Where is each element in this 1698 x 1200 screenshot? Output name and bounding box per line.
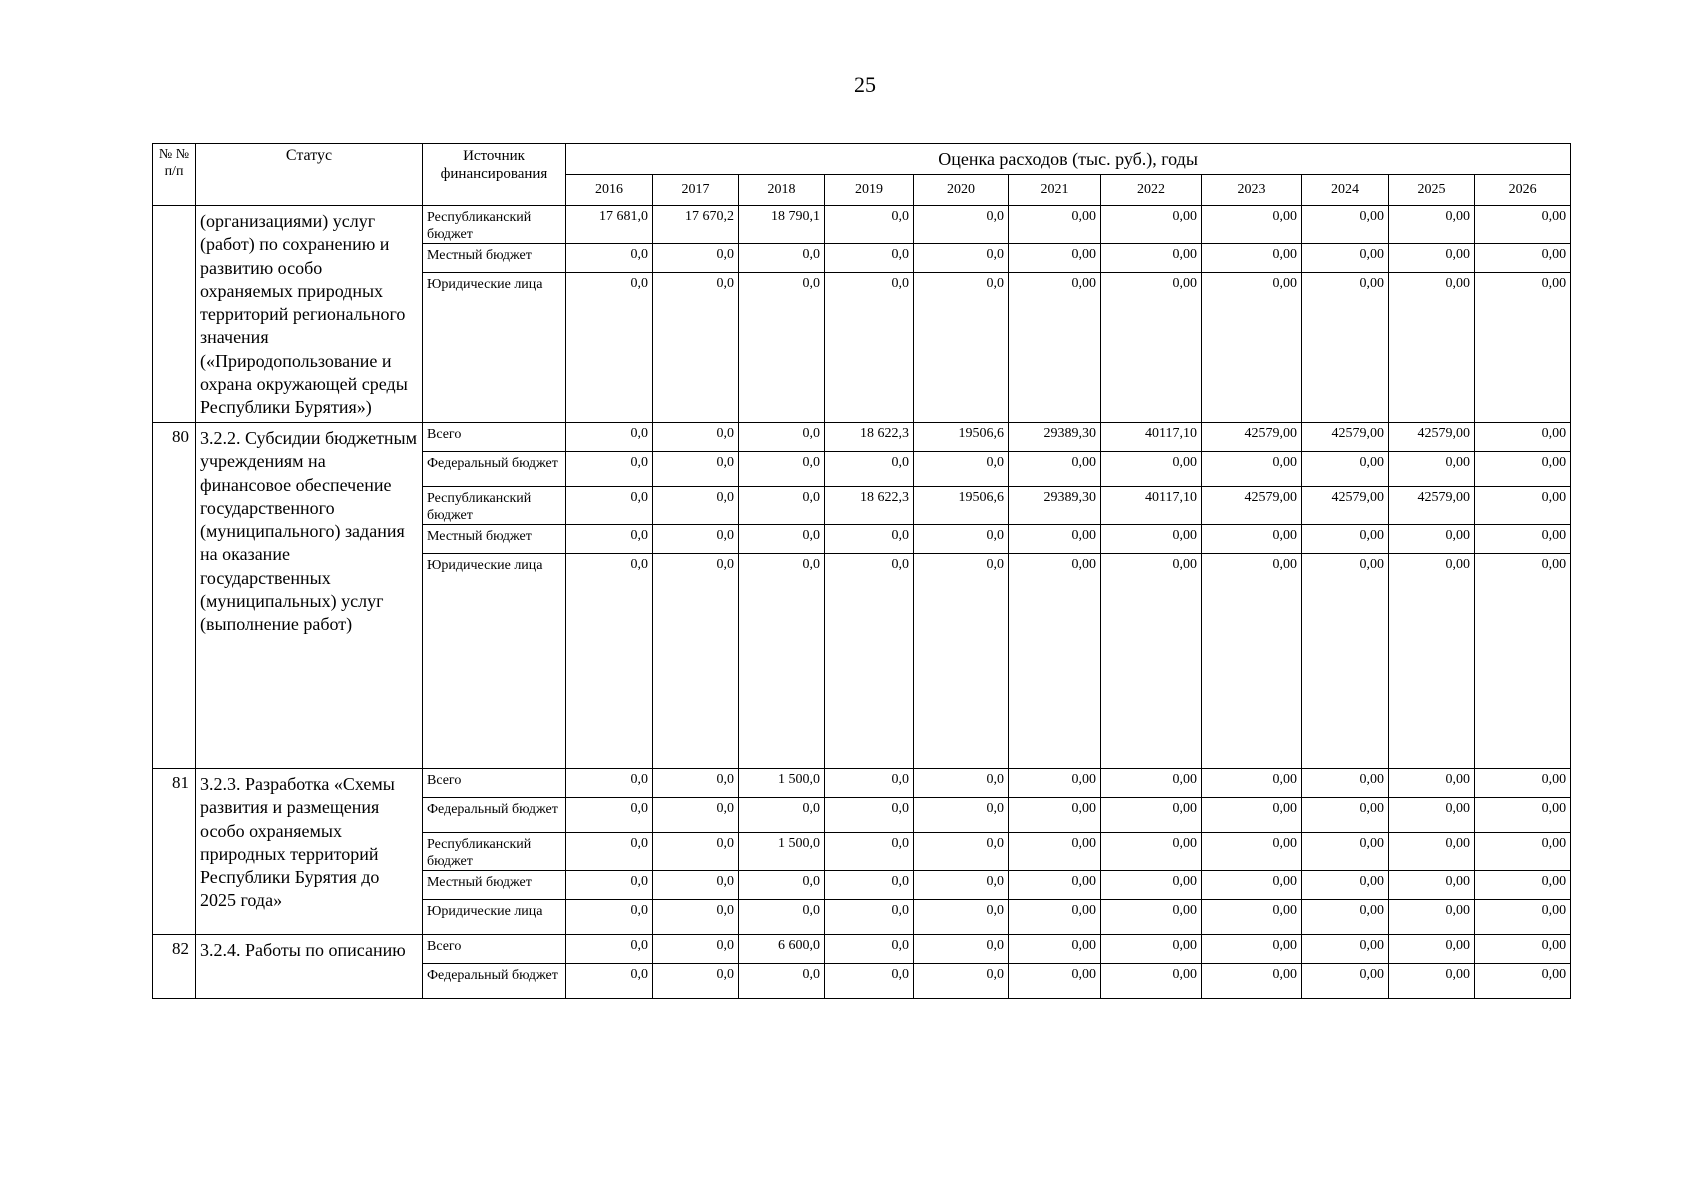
row-number	[153, 206, 196, 423]
funding-source-cell: Местный бюджет	[423, 525, 566, 554]
value-cell: 0,0	[914, 769, 1009, 798]
funding-source-cell: Федеральный бюджет	[423, 452, 566, 487]
table-row	[153, 935, 1571, 964]
value-cell: 42579,00	[1389, 487, 1475, 525]
value-cell: 0,0	[825, 244, 914, 273]
value-cell: 0,00	[1009, 769, 1101, 798]
funding-source-cell: Федеральный бюджет	[423, 964, 566, 999]
value-cell: 0,0	[914, 525, 1009, 554]
year-header: 2023	[1202, 175, 1302, 206]
year-header: 2026	[1475, 175, 1571, 206]
value-cell: 0,00	[1202, 871, 1302, 900]
value-cell: 0,00	[1009, 964, 1101, 999]
value-cell: 0,0	[653, 487, 739, 525]
row-number: 82	[153, 935, 196, 999]
value-cell: 0,00	[1202, 798, 1302, 833]
col-number-header: № № п/п	[153, 144, 196, 206]
year-header: 2025	[1389, 175, 1475, 206]
value-cell: 0,00	[1009, 525, 1101, 554]
value-cell: 0,00	[1101, 452, 1202, 487]
value-cell: 17 681,0	[566, 206, 653, 244]
value-cell: 0,0	[739, 798, 825, 833]
status-cell: 3.2.4. Работы по описанию	[196, 935, 423, 999]
funding-source-cell: Федеральный бюджет	[423, 798, 566, 833]
value-cell: 0,0	[566, 554, 653, 769]
value-cell: 0,0	[739, 554, 825, 769]
value-cell: 0,0	[566, 798, 653, 833]
value-cell: 0,00	[1475, 244, 1571, 273]
value-cell: 18 790,1	[739, 206, 825, 244]
value-cell: 0,00	[1202, 900, 1302, 935]
value-cell: 0,00	[1101, 871, 1202, 900]
value-cell: 0,00	[1389, 273, 1475, 423]
value-cell: 0,00	[1302, 798, 1389, 833]
value-cell: 19506,6	[914, 487, 1009, 525]
value-cell: 0,0	[566, 487, 653, 525]
table-body	[153, 206, 1571, 999]
year-header: 2024	[1302, 175, 1389, 206]
value-cell: 0,00	[1302, 769, 1389, 798]
value-cell: 0,0	[653, 964, 739, 999]
year-header: 2016	[566, 175, 653, 206]
value-cell: 1 500,0	[739, 833, 825, 871]
value-cell: 0,0	[914, 900, 1009, 935]
value-cell: 0,0	[566, 452, 653, 487]
col-source-header: Источник финансирования	[423, 144, 566, 206]
value-cell: 0,0	[914, 798, 1009, 833]
funding-source-cell: Местный бюджет	[423, 871, 566, 900]
value-cell: 0,0	[566, 871, 653, 900]
value-cell: 0,0	[653, 244, 739, 273]
value-cell: 0,00	[1101, 554, 1202, 769]
value-cell: 0,00	[1389, 900, 1475, 935]
value-cell: 0,00	[1101, 833, 1202, 871]
value-cell: 0,00	[1009, 273, 1101, 423]
value-cell: 18 622,3	[825, 487, 914, 525]
value-cell: 0,0	[825, 900, 914, 935]
value-cell: 42579,00	[1302, 423, 1389, 452]
value-cell: 0,0	[566, 964, 653, 999]
value-cell: 0,0	[739, 964, 825, 999]
value-cell: 0,00	[1009, 452, 1101, 487]
value-cell: 0,00	[1101, 798, 1202, 833]
funding-source-cell: Всего	[423, 769, 566, 798]
value-cell: 0,0	[653, 935, 739, 964]
year-header: 2021	[1009, 175, 1101, 206]
year-header: 2019	[825, 175, 914, 206]
value-cell: 0,00	[1302, 525, 1389, 554]
value-cell: 0,00	[1009, 935, 1101, 964]
value-cell: 0,00	[1389, 964, 1475, 999]
value-cell: 0,00	[1202, 964, 1302, 999]
page-number: 25	[854, 72, 876, 97]
value-cell: 0,0	[825, 273, 914, 423]
value-cell: 0,00	[1475, 452, 1571, 487]
value-cell: 0,0	[739, 273, 825, 423]
value-cell: 29389,30	[1009, 423, 1101, 452]
value-cell: 0,0	[566, 769, 653, 798]
value-cell: 0,00	[1475, 554, 1571, 769]
value-cell: 6 600,0	[739, 935, 825, 964]
value-cell: 0,0	[914, 935, 1009, 964]
value-cell: 0,00	[1302, 833, 1389, 871]
value-cell: 0,0	[653, 452, 739, 487]
funding-source-cell: Юридические лица	[423, 900, 566, 935]
value-cell: 0,00	[1302, 964, 1389, 999]
value-cell: 0,0	[653, 423, 739, 452]
row-number: 80	[153, 423, 196, 769]
value-cell: 0,0	[914, 871, 1009, 900]
funding-source-cell: Республиканский бюджет	[423, 487, 566, 525]
value-cell: 42579,00	[1389, 423, 1475, 452]
value-cell: 0,00	[1009, 871, 1101, 900]
year-header: 2018	[739, 175, 825, 206]
value-cell: 0,0	[739, 423, 825, 452]
value-cell: 0,00	[1475, 935, 1571, 964]
table-row	[153, 769, 1571, 798]
value-cell: 0,00	[1101, 525, 1202, 554]
budget-table	[152, 143, 1571, 999]
value-cell: 0,0	[825, 964, 914, 999]
value-cell: 0,00	[1202, 206, 1302, 244]
funding-source-cell: Республиканский бюджет	[423, 206, 566, 244]
value-cell: 0,0	[914, 206, 1009, 244]
value-cell: 0,00	[1302, 452, 1389, 487]
value-cell: 0,00	[1475, 423, 1571, 452]
value-cell: 0,00	[1475, 798, 1571, 833]
col-status-header: Статус	[196, 144, 423, 206]
value-cell: 0,00	[1475, 206, 1571, 244]
value-cell: 40117,10	[1101, 423, 1202, 452]
funding-source-cell: Местный бюджет	[423, 244, 566, 273]
value-cell: 0,00	[1389, 798, 1475, 833]
value-cell: 0,0	[825, 206, 914, 244]
col-estimate-header: Оценка расходов (тыс. руб.), годы	[566, 144, 1571, 175]
header-row-1	[153, 144, 1571, 175]
value-cell: 42579,00	[1202, 487, 1302, 525]
value-cell: 0,0	[653, 273, 739, 423]
value-cell: 0,0	[653, 525, 739, 554]
value-cell: 40117,10	[1101, 487, 1202, 525]
table-row	[153, 206, 1571, 244]
value-cell: 0,0	[566, 244, 653, 273]
value-cell: 0,0	[914, 964, 1009, 999]
value-cell: 0,0	[825, 798, 914, 833]
value-cell: 0,00	[1475, 833, 1571, 871]
value-cell: 0,0	[566, 900, 653, 935]
value-cell: 0,00	[1202, 769, 1302, 798]
value-cell: 0,00	[1389, 769, 1475, 798]
value-cell: 0,00	[1101, 273, 1202, 423]
value-cell: 0,00	[1389, 525, 1475, 554]
value-cell: 0,00	[1475, 769, 1571, 798]
value-cell: 0,00	[1302, 206, 1389, 244]
value-cell: 0,00	[1302, 871, 1389, 900]
value-cell: 0,0	[566, 935, 653, 964]
value-cell: 0,00	[1202, 525, 1302, 554]
year-header: 2017	[653, 175, 739, 206]
value-cell: 0,0	[566, 273, 653, 423]
value-cell: 0,0	[566, 525, 653, 554]
value-cell: 0,00	[1475, 525, 1571, 554]
value-cell: 0,00	[1101, 769, 1202, 798]
value-cell: 0,0	[914, 273, 1009, 423]
value-cell: 0,0	[566, 423, 653, 452]
funding-source-cell: Республиканский бюджет	[423, 833, 566, 871]
funding-source-cell: Юридические лица	[423, 554, 566, 769]
value-cell: 0,0	[653, 554, 739, 769]
value-cell: 0,00	[1202, 935, 1302, 964]
value-cell: 0,00	[1302, 244, 1389, 273]
value-cell: 0,00	[1302, 935, 1389, 964]
value-cell: 0,0	[825, 525, 914, 554]
value-cell: 0,00	[1101, 964, 1202, 999]
value-cell: 0,0	[739, 525, 825, 554]
value-cell: 0,00	[1475, 871, 1571, 900]
value-cell: 0,00	[1475, 487, 1571, 525]
value-cell: 0,0	[653, 798, 739, 833]
value-cell: 0,0	[653, 769, 739, 798]
value-cell: 0,00	[1202, 833, 1302, 871]
funding-source-cell: Всего	[423, 423, 566, 452]
value-cell: 0,0	[914, 554, 1009, 769]
row-number: 81	[153, 769, 196, 935]
value-cell: 0,00	[1009, 244, 1101, 273]
funding-source-cell: Всего	[423, 935, 566, 964]
value-cell: 29389,30	[1009, 487, 1101, 525]
value-cell: 1 500,0	[739, 769, 825, 798]
value-cell: 0,0	[825, 554, 914, 769]
status-cell: 3.2.3. Разработка «Схемы развития и размещения особо охраняемых природных территорий Республики Бурятия до 2025 года»	[196, 769, 423, 935]
value-cell: 0,00	[1389, 206, 1475, 244]
value-cell: 0,0	[739, 244, 825, 273]
value-cell: 0,00	[1101, 935, 1202, 964]
value-cell: 17 670,2	[653, 206, 739, 244]
value-cell: 0,0	[825, 769, 914, 798]
funding-source-cell: Юридические лица	[423, 273, 566, 423]
value-cell: 0,0	[825, 871, 914, 900]
value-cell: 0,00	[1202, 554, 1302, 769]
value-cell: 0,00	[1389, 244, 1475, 273]
value-cell: 0,0	[653, 900, 739, 935]
value-cell: 0,00	[1101, 206, 1202, 244]
value-cell: 0,00	[1389, 554, 1475, 769]
year-header: 2022	[1101, 175, 1202, 206]
value-cell: 0,00	[1009, 900, 1101, 935]
value-cell: 0,00	[1302, 273, 1389, 423]
value-cell: 42579,00	[1302, 487, 1389, 525]
value-cell: 0,0	[825, 452, 914, 487]
value-cell: 0,00	[1202, 244, 1302, 273]
value-cell: 0,00	[1009, 833, 1101, 871]
value-cell: 0,00	[1475, 273, 1571, 423]
value-cell: 0,00	[1389, 871, 1475, 900]
table-row	[153, 423, 1571, 452]
value-cell: 0,00	[1475, 964, 1571, 999]
value-cell: 0,0	[825, 833, 914, 871]
value-cell: 0,00	[1389, 833, 1475, 871]
value-cell: 0,00	[1302, 900, 1389, 935]
value-cell: 0,00	[1202, 452, 1302, 487]
value-cell: 0,00	[1009, 798, 1101, 833]
value-cell: 0,00	[1009, 554, 1101, 769]
value-cell: 0,00	[1009, 206, 1101, 244]
value-cell: 0,00	[1302, 554, 1389, 769]
value-cell: 0,0	[825, 935, 914, 964]
value-cell: 0,00	[1101, 900, 1202, 935]
value-cell: 19506,6	[914, 423, 1009, 452]
year-header: 2020	[914, 175, 1009, 206]
value-cell: 0,0	[739, 487, 825, 525]
value-cell: 0,00	[1389, 935, 1475, 964]
value-cell: 0,00	[1202, 273, 1302, 423]
value-cell: 0,0	[914, 452, 1009, 487]
value-cell: 0,00	[1475, 900, 1571, 935]
value-cell: 42579,00	[1202, 423, 1302, 452]
value-cell: 18 622,3	[825, 423, 914, 452]
value-cell: 0,00	[1101, 244, 1202, 273]
value-cell: 0,0	[739, 871, 825, 900]
value-cell: 0,0	[566, 833, 653, 871]
value-cell: 0,0	[914, 833, 1009, 871]
status-cell: 3.2.2. Субсидии бюджетным учреждениям на финансовое обеспечение государственного (муниципального) задания на оказание государственных (муниципальных) услуг (выполнение работ)	[196, 423, 423, 769]
value-cell: 0,0	[653, 871, 739, 900]
value-cell: 0,0	[739, 452, 825, 487]
value-cell: 0,0	[914, 244, 1009, 273]
value-cell: 0,0	[739, 900, 825, 935]
value-cell: 0,00	[1389, 452, 1475, 487]
status-cell: (организациями) услуг (работ) по сохранению и развитию особо охраняемых природных территорий регионального значения («Природопользование и охрана окружающей среды Республики Бурятия»)	[196, 206, 423, 423]
value-cell: 0,0	[653, 833, 739, 871]
